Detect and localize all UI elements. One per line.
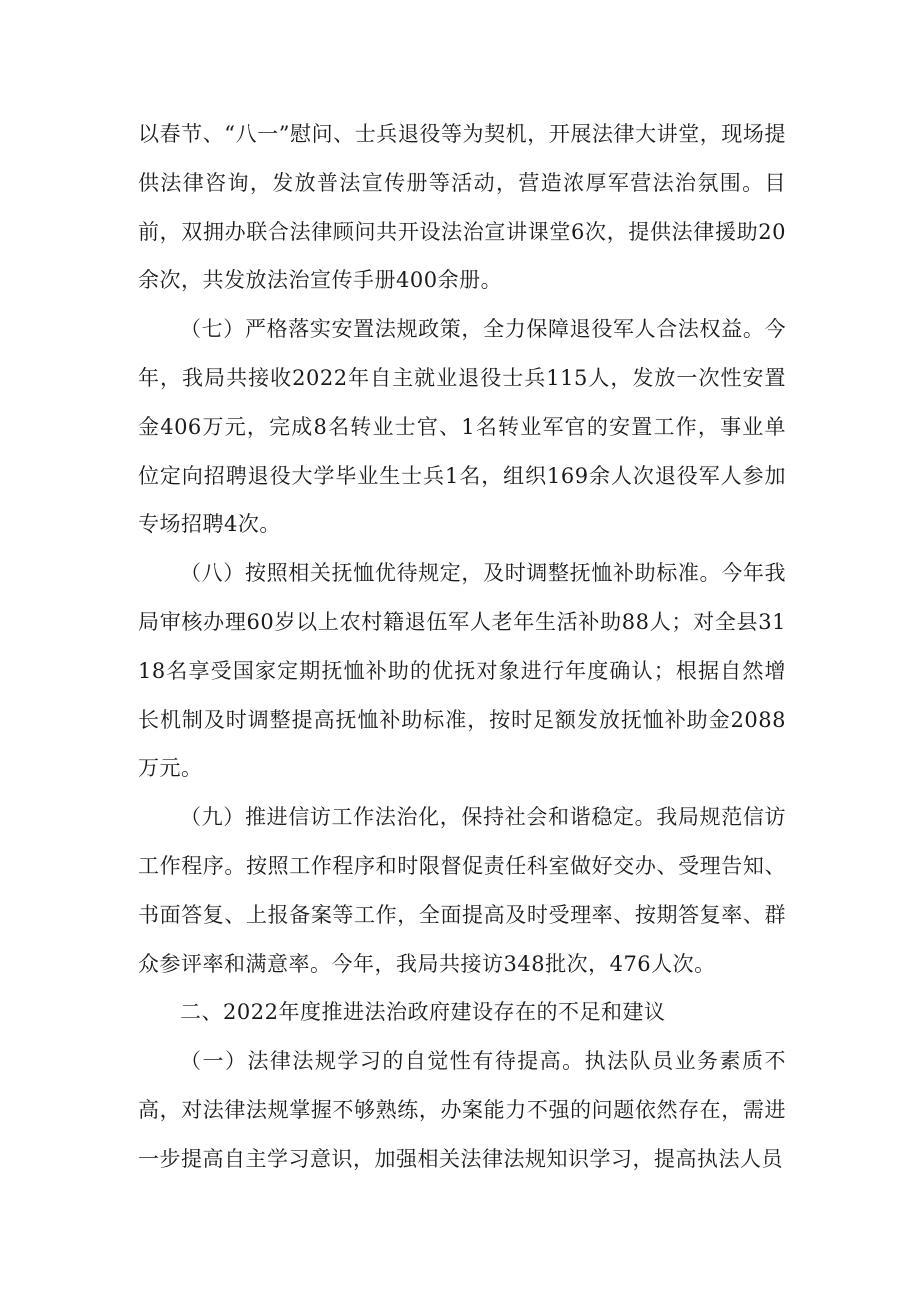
paragraph-section-8: （八）按照相关抚恤优待规定，及时调整抚恤补助标准。今年我局审核办理60岁以上农村籍退伍军人老年生活补助88人；对全县3118名享受国家定期抚恤补助的优抚对象进行年度确认；根据自然增长机制及时调整提高抚恤补助标准，按时足额发放抚恤补助金2088万元。 <box>138 561 786 781</box>
document-body <box>138 110 786 1184</box>
section-heading: 二、2022年度推进法治政府建设存在的不足和建议 <box>180 1000 666 1025</box>
paragraph-section-9: （九）推进信访工作法治化，保持社会和谐稳定。我局规范信访工作程序。按照工作程序和时限督促责任科室做好交办、受理告知、书面答复、上报备案等工作，全面提高及时受理率、按期答复率、群众参评率和满意率。今年，我局共接访348批次，476人次。 <box>138 805 786 976</box>
paragraph-continuation: 以春节、“八一”慰问、士兵退役等为契机，开展法律大讲堂，现场提供法律咨询，发放普法宣传册等活动，营造浓厚军营法治氛围。目前，双拥办联合法律顾问共开设法治宣讲课堂6次，提供法律援助20余次，共发放法治宣传手册400余册。 <box>138 122 786 293</box>
paragraph-subsection-1: （一）法律法规学习的自觉性有待提高。执法队员业务素质不高，对法律法规掌握不够熟练，办案能力不强的问题依然存在，需进一步提高自主学习意识，加强相关法律法规知识学习，提高执法人员 <box>138 1049 786 1171</box>
paragraph-section-7: （七）严格落实安置法规政策，全力保障退役军人合法权益。今年，我局共接收2022年自主就业退役士兵115人，发放一次性安置金406万元，完成8名转业士官、1名转业军官的安置工作，事业单位定向招聘退役大学毕业生士兵1名，组织169余人次退役军人参加专场招聘4次。 <box>138 317 786 537</box>
